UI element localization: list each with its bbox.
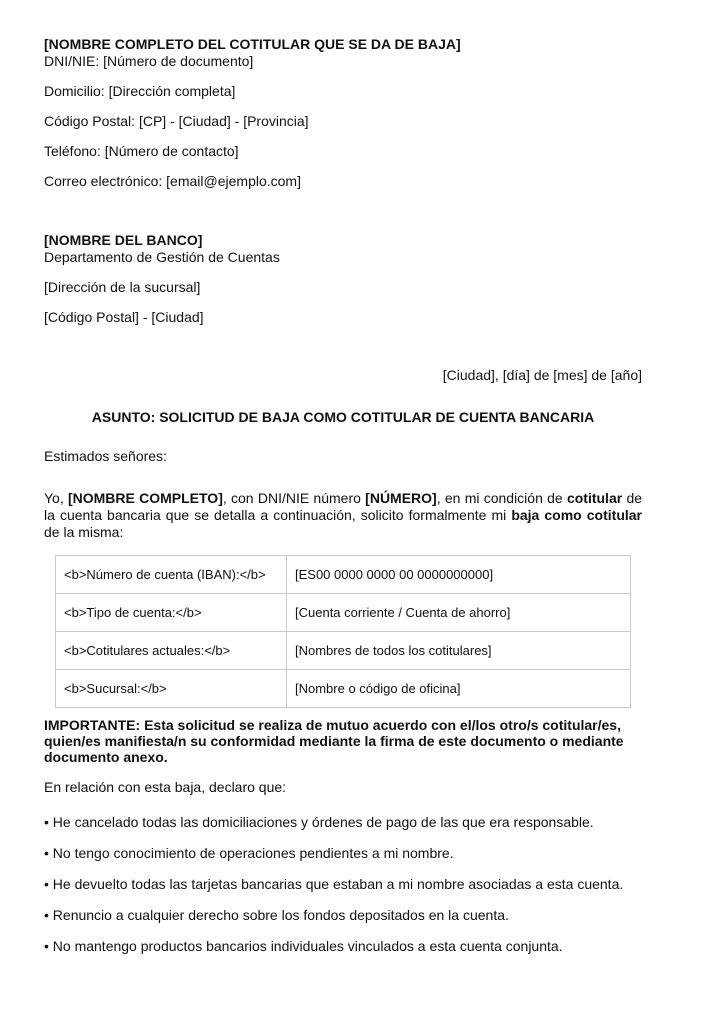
- table-cell-label: <b>Tipo de cuenta:</b>: [56, 594, 287, 632]
- bank-department: Departamento de Gestión de Cuentas: [44, 249, 280, 265]
- table-cell-label: <b>Cotitulares actuales:</b>: [56, 632, 287, 670]
- intro-id-number: [NÚMERO]: [365, 490, 437, 506]
- list-item: • He cancelado todas las domiciliaciones y órdenes de pago de las que era responsable.: [44, 814, 594, 830]
- table-cell-value: [Nombres de todos los cotitulares]: [287, 632, 631, 670]
- important-notice: IMPORTANTE: Esta solicitud se realiza de mutuo acuerdo con el/los otro/s cotitular/es, quien/es manifiesta/n su conformidad mediante la firma de este documento o mediante documento anexo.: [44, 717, 624, 765]
- list-item: • No mantengo productos bancarios individuales vinculados a esta cuenta conjunta.: [44, 938, 563, 954]
- bank-name: [NOMBRE DEL BANCO]: [44, 232, 203, 248]
- sender-email: Correo electrónico: [email@ejemplo.com]: [44, 173, 301, 189]
- intro-text-2: , con DNI/NIE número: [222, 490, 366, 506]
- letter-page: [44, 36, 642, 969]
- intro-text-3: , en mi condición de: [436, 490, 567, 506]
- declaration-intro: En relación con esta baja, declaro que:: [44, 779, 287, 795]
- table-row: [56, 556, 631, 594]
- table-cell-value: [Cuenta corriente / Cuenta de ahorro]: [287, 594, 631, 632]
- table-row: [56, 594, 631, 632]
- sender-postal-code: Código Postal: [CP] - [Ciudad] - [Provincia]: [44, 113, 309, 129]
- account-details-table: [55, 555, 631, 708]
- table-row: [56, 632, 631, 670]
- list-item: • Renuncio a cualquier derecho sobre los fondos depositados en la cuenta.: [44, 907, 509, 923]
- sender-phone: Teléfono: [Número de contacto]: [44, 143, 239, 159]
- intro-baja: baja como cotitular: [511, 507, 643, 523]
- date-line: [Ciudad], [día] de [mes] de [año]: [442, 367, 642, 383]
- intro-text-5: de la misma:: [44, 524, 124, 540]
- recipient-block: [44, 232, 642, 326]
- declaration-list: [44, 814, 642, 955]
- table-cell-label: <b>Sucursal:</b>: [56, 670, 287, 708]
- bank-postal-code: [Código Postal] - [Ciudad]: [44, 309, 204, 325]
- intro-cotitular: cotitular: [566, 490, 623, 506]
- table-cell-value: [Nombre o código de oficina]: [287, 670, 631, 708]
- branch-address: [Dirección de la sucursal]: [44, 279, 201, 295]
- subject-line: ASUNTO: SOLICITUD DE BAJA COMO COTITULAR DE CUENTA BANCARIA: [91, 409, 595, 425]
- sender-block: [44, 36, 642, 190]
- intro-full-name: [NOMBRE COMPLETO]: [67, 490, 223, 506]
- intro-text-1: Yo,: [44, 490, 68, 506]
- sender-name: [NOMBRE COMPLETO DEL COTITULAR QUE SE DA DE BAJA]: [44, 36, 461, 52]
- greeting: Estimados señores:: [44, 448, 167, 464]
- table-cell-label: <b>Número de cuenta (IBAN):</b>: [56, 556, 287, 594]
- list-item: • He devuelto todas las tarjetas bancarias que estaban a mi nombre asociadas a esta cuenta.: [44, 876, 624, 892]
- sender-dni: DNI/NIE: [Número de documento]: [44, 53, 254, 69]
- table-cell-value: [ES00 0000 0000 00 0000000000]: [287, 556, 631, 594]
- intro-text-4: de la cuenta bancaria que se detalla a continuación, solicito formalmente mi: [44, 490, 643, 523]
- sender-address: Domicilio: [Dirección completa]: [44, 83, 236, 99]
- table-row: [56, 670, 631, 708]
- list-item: • No tengo conocimiento de operaciones pendientes a mi nombre.: [44, 845, 454, 861]
- intro-paragraph: [44, 490, 642, 541]
